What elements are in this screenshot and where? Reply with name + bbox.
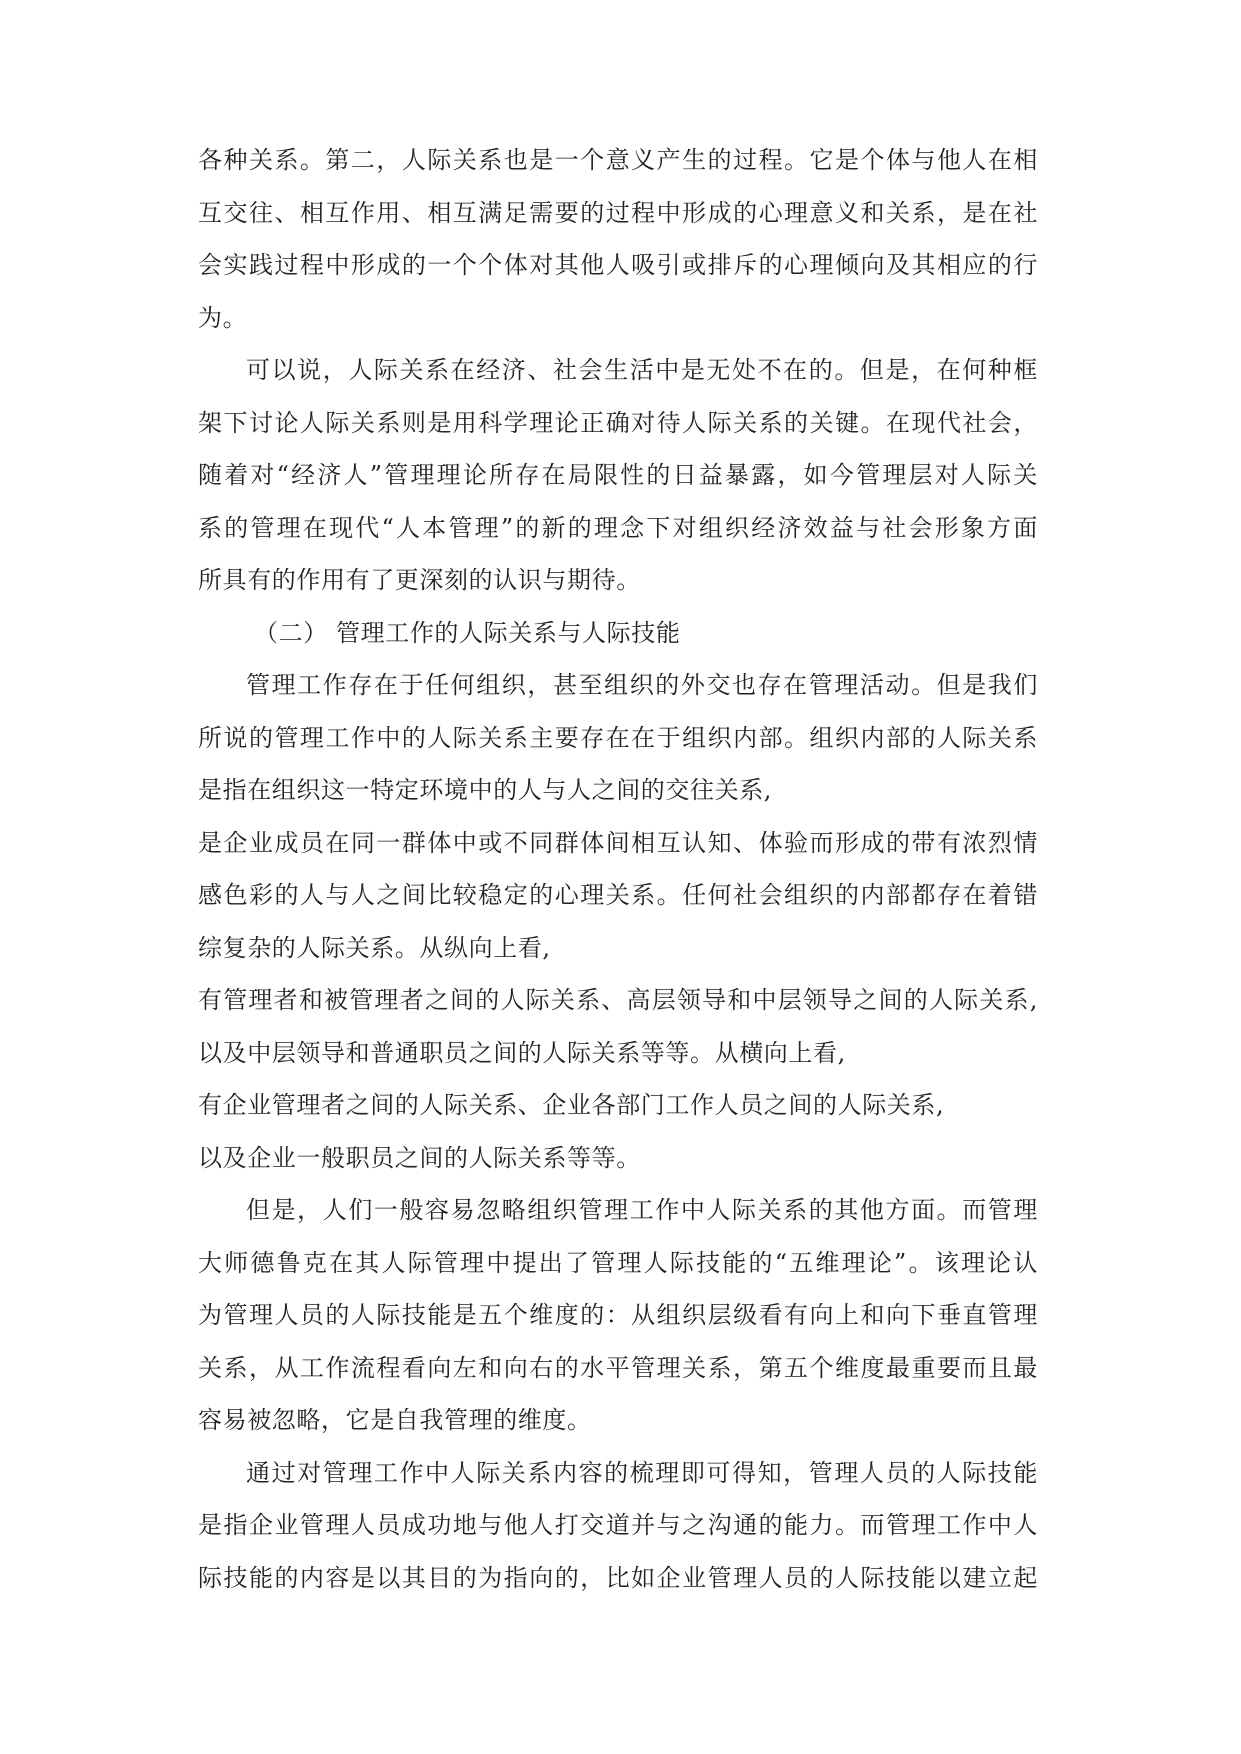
text-line: 是企业成员在同一群体中或不同群体间相互认知、体验而形成的带有浓烈情 xyxy=(198,828,1038,857)
text-line: 互交往、相互作用、相互满足需要的过程中形成的心理意义和关系，是在社 xyxy=(198,198,1038,227)
text-line: 是指企业管理人员成功地与他人打交道并与之沟通的能力。而管理工作中人 xyxy=(198,1511,1038,1539)
text-line: 综复杂的人际关系。从纵向上看, xyxy=(198,933,551,962)
text-line: 可以说，人际关系在经济、社会生活中是无处不在的。但是，在何种框 xyxy=(246,356,1038,384)
text-line: 会实践过程中形成的一个个体对其他人吸引或排斥的心理倾向及其相应的行 xyxy=(198,251,1038,279)
text-line: 是指在组织这一特定环境中的人与人之间的交往关系, xyxy=(198,776,773,804)
text-line: 有企业管理者之间的人际关系、企业各部门工作人员之间的人际关系, xyxy=(198,1091,945,1119)
text-line: 以及中层领导和普通职员之间的人际关系等等。从横向上看, xyxy=(198,1038,846,1067)
text-line: 有管理者和被管理者之间的人际关系、高层领导和中层领导之间的人际关系, xyxy=(198,986,1038,1014)
text-line: 各种关系。第二，人际关系也是一个意义产生的过程。它是个体与他人在相 xyxy=(198,146,1038,174)
document-body xyxy=(198,134,1038,1604)
text-line: 随着对“经济人”管理理论所存在局限性的日益暴露，如今管理层对人际关 xyxy=(198,461,1038,489)
text-line: 通过对管理工作中人际关系内容的梳理即可得知，管理人员的人际技能 xyxy=(246,1458,1038,1487)
text-line: 所说的管理工作中的人际关系主要存在在于组织内部。组织内部的人际关系 xyxy=(198,723,1038,752)
text-line: 为管理人员的人际技能是五个维度的：从组织层级看有向上和向下垂直管理 xyxy=(198,1301,1038,1329)
text-line: 关系，从工作流程看向左和向右的水平管理关系，第五个维度最重要而且最 xyxy=(198,1353,1038,1382)
text-line: 大师德鲁克在其人际管理中提出了管理人际技能的“五维理论”。该理论认 xyxy=(198,1248,1038,1277)
section-heading: （二） 管理工作的人际关系与人际技能 xyxy=(254,618,681,647)
text-line: 系的管理在现代“人本管理”的新的理念下对组织经济效益与社会形象方面 xyxy=(198,513,1038,542)
text-line: 但是，人们一般容易忽略组织管理工作中人际关系的其他方面。而管理 xyxy=(246,1196,1038,1224)
text-line: 感色彩的人与人之间比较稳定的心理关系。任何社会组织的内部都存在着错 xyxy=(198,881,1038,909)
text-line: 所具有的作用有了更深刻的认识与期待。 xyxy=(198,566,641,594)
text-line: 架下讨论人际关系则是用科学理论正确对待人际关系的关键。在现代社会， xyxy=(198,408,1038,437)
text-line: 以及企业一般职员之间的人际关系等等。 xyxy=(198,1143,641,1172)
text-line: 容易被忽略，它是自我管理的维度。 xyxy=(198,1406,592,1434)
text-line: 际技能的内容是以其目的为指向的，比如企业管理人员的人际技能以建立起 xyxy=(198,1563,1038,1592)
text-line: 管理工作存在于任何组织，甚至组织的外交也存在管理活动。但是我们 xyxy=(246,671,1038,699)
text-line: 为。 xyxy=(198,303,248,332)
